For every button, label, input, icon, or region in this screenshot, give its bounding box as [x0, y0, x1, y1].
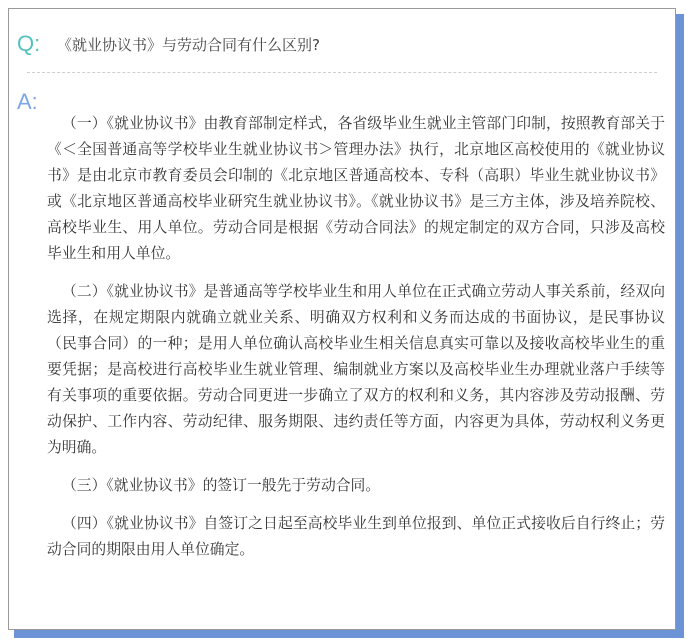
question-text: 《就业协议书》与劳动合同有什么区别? — [57, 36, 320, 54]
question-label: Q: — [17, 31, 41, 56]
divider — [27, 72, 657, 73]
answer-paragraph-2: （二）《就业协议书》是普通高等学校毕业生和用人单位在正式确立劳动人事关系前，经双向选择，在规定期限内就确立就业关系、明确双方权利和义务而达成的书面协议，是民事协议（民事合同）的一种；是用人单位确认高校毕业生相关信息真实可靠以及接收高校毕业生的重要凭据；是高校进行高校毕业生就业管理、编制就业方案以及高校毕业生办理就业落户手续等有关事项的重要依据。劳动合同更进一步确立了双方的权利和义务，其内容涉及劳动报酬、劳动保护、工作内容、劳动纪律、服务期限、违约责任等方面，内容更为具体，劳动权利义务更为明确。 — [47, 283, 665, 456]
answer-body — [47, 111, 665, 575]
answer-paragraph-3: （三）《就业协议书》的签订一般先于劳动合同。 — [62, 477, 381, 494]
answer-paragraph-4: （四）《就业协议书》自签订之日起至高校毕业生到单位报到、单位正式接收后自行终止；劳动合同的期限由用人单位确定。 — [47, 515, 665, 558]
qa-card — [8, 8, 676, 630]
question-row — [17, 31, 665, 71]
answer-paragraph-1: （一）《就业协议书》由教育部制定样式，各省级毕业生就业主管部门印制，按照教育部关于《＜全国普通高等学校毕业生就业协议书＞管理办法》执行，北京地区高校使用的《就业协议书》是由北京市教育委员会印制的《北京地区普通高校本、专科（高职）毕业生就业协议书》或《北京地区普通高校毕业研究生就业协议书》。《就业协议书》是三方主体，涉及培养院校、高校毕业生、用人单位。劳动合同是根据《劳动合同法》的规定制定的双方合同，只涉及高校毕业生和用人单位。 — [47, 115, 665, 262]
answer-label: A: — [17, 89, 38, 114]
